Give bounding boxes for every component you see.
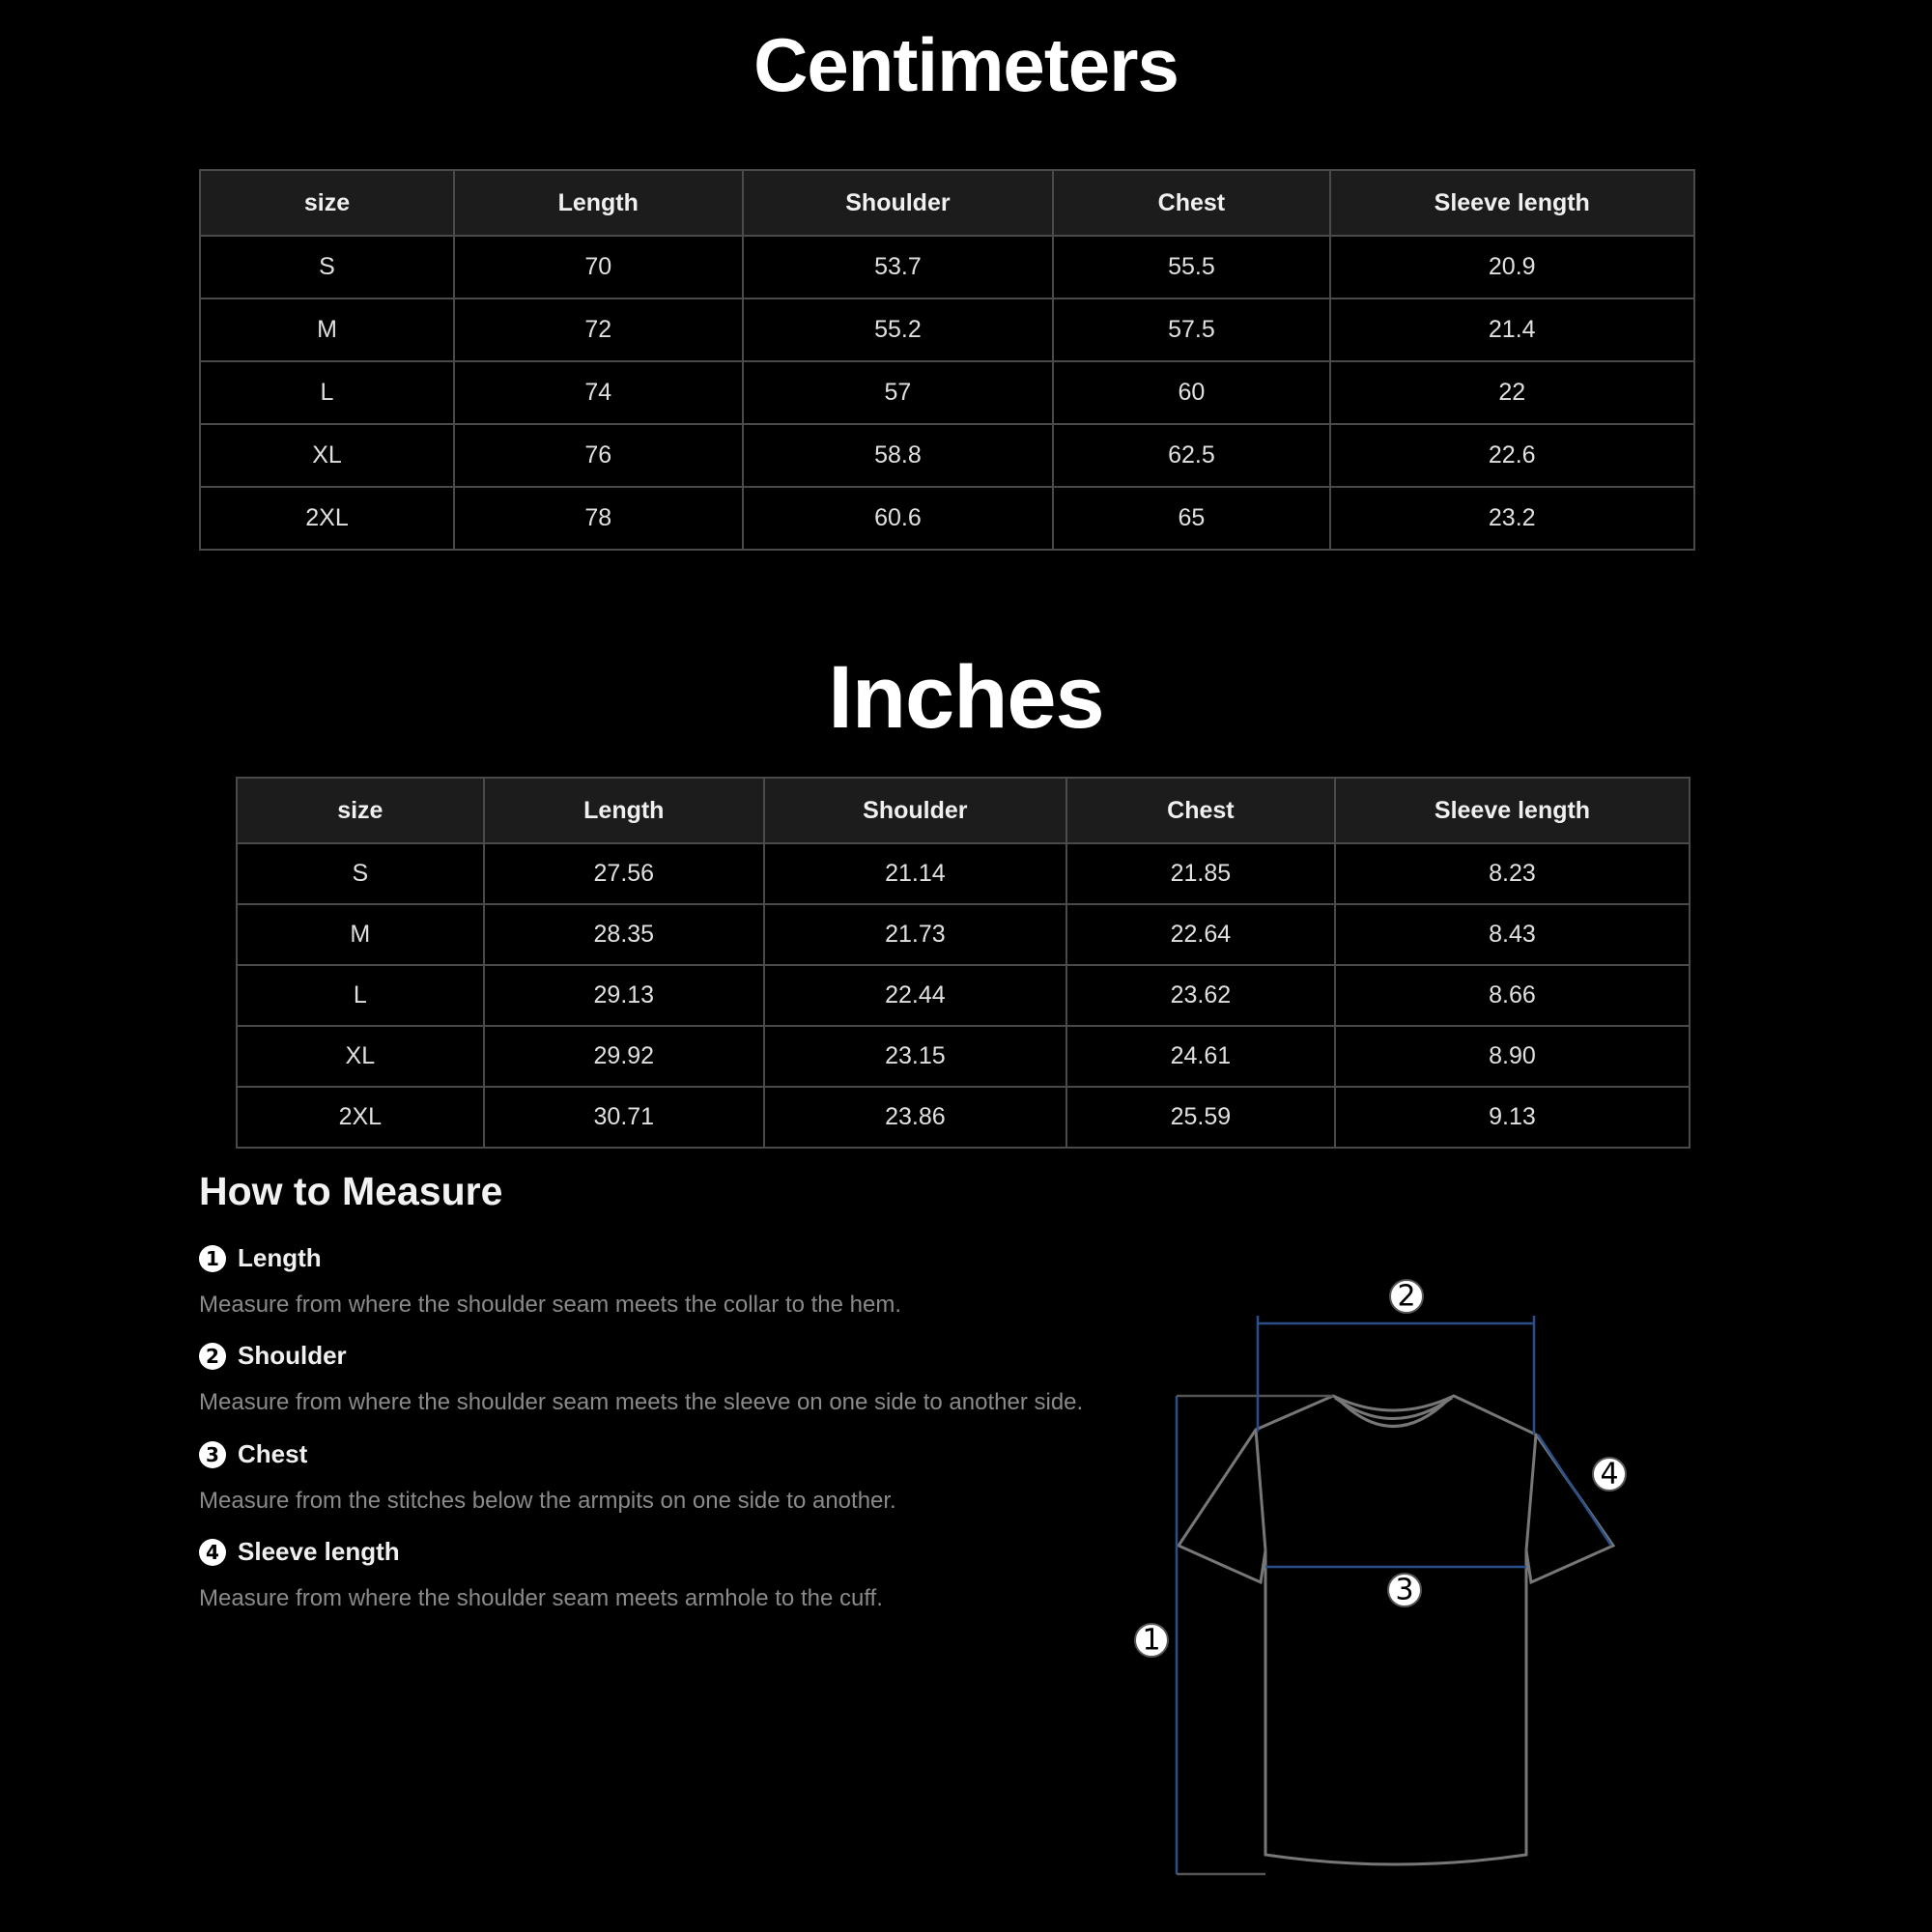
cell-size: M bbox=[200, 298, 454, 361]
cell-size: XL bbox=[200, 424, 454, 487]
col-header-length: Length bbox=[454, 170, 743, 236]
table-row bbox=[200, 298, 1694, 361]
cell-shoulder: 60.6 bbox=[743, 487, 1054, 550]
cell-shoulder: 23.15 bbox=[764, 1026, 1066, 1087]
cell-size: L bbox=[200, 361, 454, 424]
tshirt-collar-inner bbox=[1335, 1398, 1452, 1419]
table-row bbox=[237, 1087, 1690, 1148]
callout-1-icon bbox=[1135, 1624, 1168, 1658]
measure-name: Chest bbox=[238, 1439, 308, 1468]
svg-text:2: 2 bbox=[1397, 1279, 1416, 1314]
table-header-row bbox=[200, 170, 1694, 236]
col-header-chest: Chest bbox=[1066, 778, 1335, 843]
cell-length: 30.71 bbox=[484, 1087, 764, 1148]
svg-text:1: 1 bbox=[1142, 1623, 1161, 1658]
inches-size-table bbox=[236, 777, 1690, 1149]
cell-sleeve-length: 8.90 bbox=[1335, 1026, 1690, 1087]
cell-sleeve-length: 22 bbox=[1330, 361, 1695, 424]
svg-text:4: 4 bbox=[1600, 1457, 1619, 1492]
callout-4-icon bbox=[1593, 1458, 1626, 1492]
centimeters-title: Centimeters bbox=[753, 22, 1179, 107]
cell-chest: 24.61 bbox=[1066, 1026, 1335, 1087]
table-row bbox=[237, 965, 1690, 1026]
measure-name: Shoulder bbox=[238, 1341, 347, 1370]
table-row bbox=[200, 424, 1694, 487]
col-header-shoulder: Shoulder bbox=[764, 778, 1066, 843]
col-header-chest: Chest bbox=[1053, 170, 1329, 236]
callout-3-icon bbox=[1388, 1574, 1421, 1607]
cell-chest: 60 bbox=[1053, 361, 1329, 424]
measure-item-sleeve-length bbox=[199, 1537, 883, 1611]
cell-length: 70 bbox=[454, 236, 743, 298]
cell-length: 72 bbox=[454, 298, 743, 361]
tshirt-measurement-diagram bbox=[1111, 1256, 1652, 1893]
cell-length: 76 bbox=[454, 424, 743, 487]
table-row bbox=[237, 843, 1690, 904]
cell-shoulder: 53.7 bbox=[743, 236, 1054, 298]
table-row bbox=[237, 904, 1690, 965]
number-2-icon: 2 bbox=[199, 1343, 226, 1370]
centimeters-size-table bbox=[199, 169, 1695, 551]
cell-chest: 25.59 bbox=[1066, 1087, 1335, 1148]
measure-description: Measure from the stitches below the armpits on one side to another. bbox=[199, 1488, 896, 1514]
cell-chest: 55.5 bbox=[1053, 236, 1329, 298]
tshirt-outline-icon bbox=[1179, 1396, 1613, 1864]
cell-length: 29.13 bbox=[484, 965, 764, 1026]
cell-sleeve-length: 23.2 bbox=[1330, 487, 1695, 550]
cell-chest: 65 bbox=[1053, 487, 1329, 550]
measure-name: Length bbox=[238, 1243, 322, 1272]
cell-size: XL bbox=[237, 1026, 484, 1087]
table-row bbox=[200, 361, 1694, 424]
number-4-icon: 4 bbox=[199, 1539, 226, 1566]
col-header-size: size bbox=[237, 778, 484, 843]
cell-sleeve-length: 8.43 bbox=[1335, 904, 1690, 965]
cell-shoulder: 23.86 bbox=[764, 1087, 1066, 1148]
cell-chest: 22.64 bbox=[1066, 904, 1335, 965]
cell-sleeve-length: 8.66 bbox=[1335, 965, 1690, 1026]
table-header-row bbox=[237, 778, 1690, 843]
col-header-shoulder: Shoulder bbox=[743, 170, 1054, 236]
cell-shoulder: 57 bbox=[743, 361, 1054, 424]
cell-size: 2XL bbox=[200, 487, 454, 550]
tshirt-seam-right bbox=[1526, 1435, 1536, 1550]
measure-item-length bbox=[199, 1243, 902, 1318]
measure-description: Measure from where the shoulder seam meets the sleeve on one side to another side. bbox=[199, 1389, 1084, 1415]
col-header-size: size bbox=[200, 170, 454, 236]
number-1-icon: 1 bbox=[199, 1245, 226, 1272]
table-row bbox=[237, 1026, 1690, 1087]
callout-2-icon bbox=[1390, 1280, 1423, 1314]
table-row bbox=[200, 487, 1694, 550]
cell-chest: 23.62 bbox=[1066, 965, 1335, 1026]
inches-title: Inches bbox=[828, 648, 1104, 747]
cell-sleeve-length: 20.9 bbox=[1330, 236, 1695, 298]
cell-chest: 57.5 bbox=[1053, 298, 1329, 361]
cell-shoulder: 58.8 bbox=[743, 424, 1054, 487]
cell-sleeve-length: 9.13 bbox=[1335, 1087, 1690, 1148]
table-row bbox=[200, 236, 1694, 298]
tshirt-seam-left bbox=[1256, 1430, 1265, 1550]
cell-length: 74 bbox=[454, 361, 743, 424]
svg-text:3: 3 bbox=[1395, 1573, 1414, 1607]
col-header-sleeve-length: Sleeve length bbox=[1335, 778, 1690, 843]
col-header-sleeve-length: Sleeve length bbox=[1330, 170, 1695, 236]
measure-item-chest bbox=[199, 1439, 896, 1514]
cell-chest: 62.5 bbox=[1053, 424, 1329, 487]
cell-sleeve-length: 21.4 bbox=[1330, 298, 1695, 361]
cell-shoulder: 22.44 bbox=[764, 965, 1066, 1026]
measure-description: Measure from where the shoulder seam meets the collar to the hem. bbox=[199, 1292, 902, 1318]
cell-size: 2XL bbox=[237, 1087, 484, 1148]
number-3-icon: 3 bbox=[199, 1441, 226, 1468]
measure-item-shoulder bbox=[199, 1341, 1084, 1415]
tshirt-body bbox=[1179, 1396, 1613, 1864]
cell-length: 78 bbox=[454, 487, 743, 550]
how-to-measure-title: How to Measure bbox=[199, 1169, 503, 1213]
cell-length: 29.92 bbox=[484, 1026, 764, 1087]
measure-description: Measure from where the shoulder seam meets armhole to the cuff. bbox=[199, 1585, 883, 1611]
cell-length: 28.35 bbox=[484, 904, 764, 965]
cell-size: L bbox=[237, 965, 484, 1026]
measure-name: Sleeve length bbox=[238, 1537, 400, 1566]
cell-size: S bbox=[200, 236, 454, 298]
cell-size: M bbox=[237, 904, 484, 965]
cell-sleeve-length: 8.23 bbox=[1335, 843, 1690, 904]
col-header-length: Length bbox=[484, 778, 764, 843]
cell-shoulder: 21.14 bbox=[764, 843, 1066, 904]
cell-sleeve-length: 22.6 bbox=[1330, 424, 1695, 487]
cell-shoulder: 55.2 bbox=[743, 298, 1054, 361]
cell-length: 27.56 bbox=[484, 843, 764, 904]
cell-size: S bbox=[237, 843, 484, 904]
cell-chest: 21.85 bbox=[1066, 843, 1335, 904]
cell-shoulder: 21.73 bbox=[764, 904, 1066, 965]
